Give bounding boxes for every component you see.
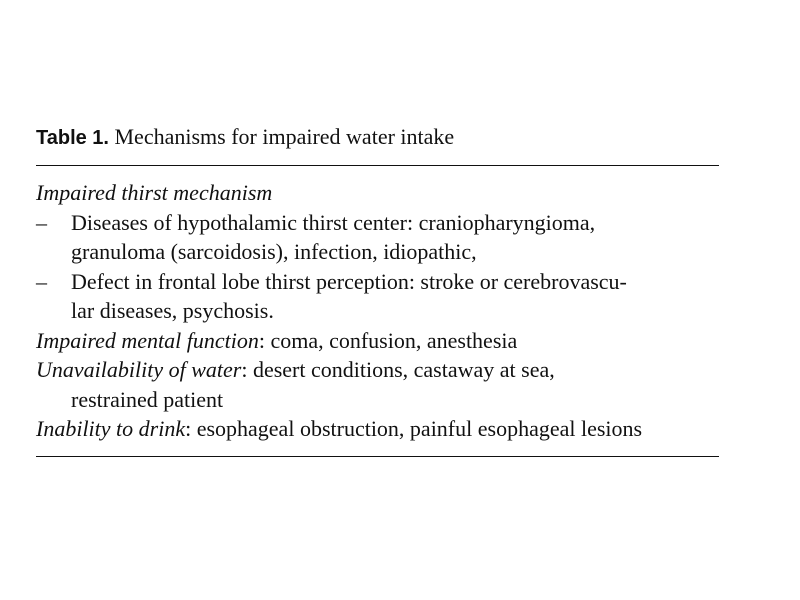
dash-bullet: –	[36, 268, 47, 294]
drink-row	[36, 414, 719, 444]
list-item	[36, 267, 719, 297]
item-text: Diseases of hypothalamic thirst center: craniopharyngioma,	[71, 209, 596, 235]
drink-term: Inability to drink	[36, 416, 186, 441]
table-1	[36, 121, 719, 457]
table-label: Table 1.	[36, 127, 109, 149]
water-text: : desert conditions, castaway at sea,	[241, 357, 555, 382]
list-item	[36, 208, 719, 238]
water-row	[36, 355, 719, 385]
mental-row	[36, 326, 719, 356]
drink-text: : esophageal obstruction, painful esophageal lesions	[185, 416, 643, 441]
table-body	[36, 166, 719, 444]
table-caption	[36, 121, 719, 155]
table-title: Mechanisms for impaired water intake	[114, 124, 455, 149]
item-continuation: granuloma (sarcoidosis), infection, idiopathic,	[71, 239, 477, 264]
dash-bullet: –	[36, 209, 47, 235]
bottom-rule	[36, 456, 719, 457]
water-term: Unavailability of water	[36, 357, 242, 382]
thirst-heading: Impaired thirst mechanism	[36, 180, 273, 205]
mental-text: : coma, confusion, anesthesia	[258, 327, 518, 353]
item-continuation: lar diseases, psychosis.	[71, 298, 274, 323]
item-text: Defect in frontal lobe thirst perception: stroke or cerebrovascu-	[71, 268, 627, 294]
water-continuation: restrained patient	[71, 386, 224, 412]
mental-term: Impaired mental function	[36, 327, 259, 353]
